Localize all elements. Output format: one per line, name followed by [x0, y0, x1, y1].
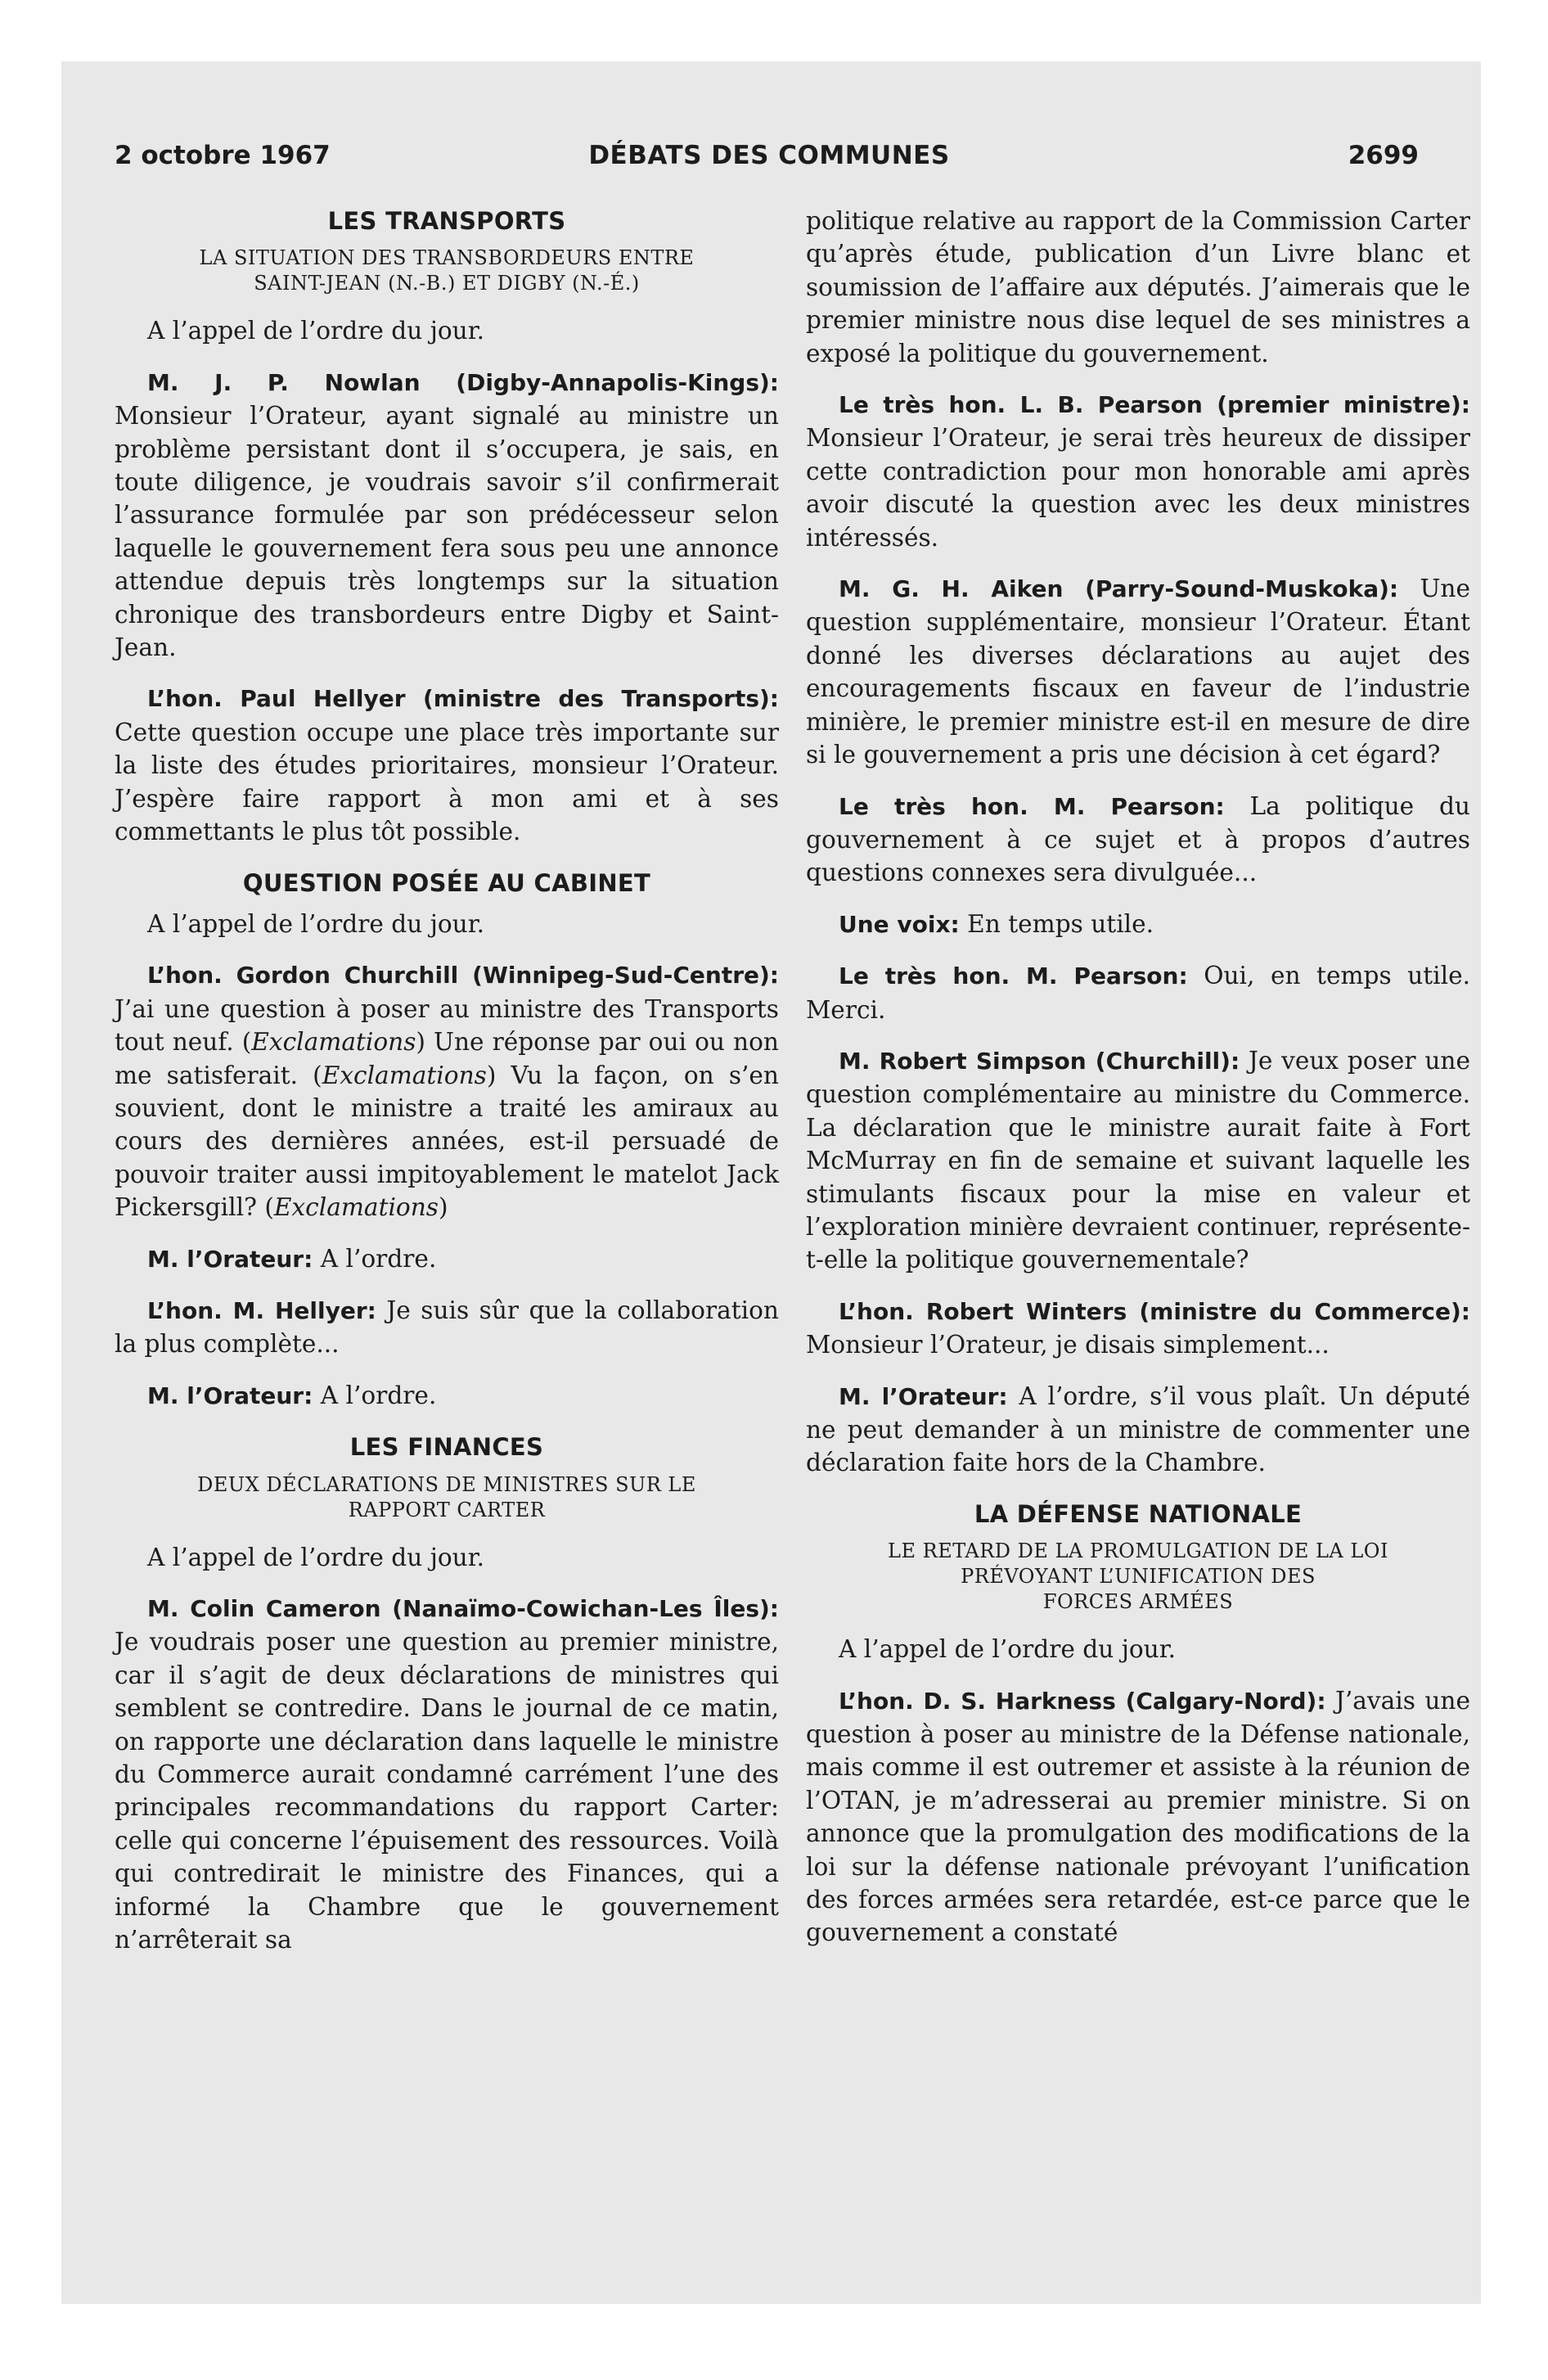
speech-text: Je veux poser une question complémentaire au ministre du Commerce. La déclaration que le ministre aurait faite à Fort McMurray en fin de semaine et suivant laquelle les stimulants fiscaux pour la mise en valeur et l’exploration minière devraient continuer, représente-t-elle la politique gouvernementale?	[806, 1046, 1470, 1274]
paragraph-aiken	[806, 572, 1470, 771]
paragraph-cameron	[115, 1592, 779, 1956]
paragraph-pearson-3	[806, 959, 1470, 1026]
speech-text: A l’ordre, s’il vous plaît. Un député ne peut demander à un ministre de commenter une déclaration faite hors de la Chambre.	[806, 1382, 1470, 1477]
order-of-day: A l’appel de l’ordre du jour.	[839, 1635, 1177, 1664]
speaker-name: L’hon. Robert Winters (ministre du Commerce):	[839, 1297, 1470, 1325]
speaker-name: L’hon. D. S. Harkness (Calgary-Nord):	[839, 1687, 1326, 1715]
speech-text: J’ai une question à poser au ministre des Transports tout neuf. (	[115, 994, 779, 1057]
paragraph-churchill	[115, 958, 779, 1224]
speaker-name: Le très hon. L. B. Pearson (premier ministre):	[839, 391, 1470, 419]
paragraph-hellyer	[115, 682, 779, 848]
speech-text: Monsieur l’Orateur, je serai très heureux de dissiper cette contradiction pour mon honorable ami après avoir discuté la question avec les deux ministres intéressés.	[806, 424, 1470, 552]
paragraph-simpson	[806, 1044, 1470, 1277]
speaker-name: M. l’Orateur:	[147, 1382, 313, 1409]
section-title-defense: LA DÉFENSE NATIONALE	[974, 1499, 1303, 1528]
subtitle-line-1: DEUX DÉCLARATIONS DE MINISTRES SUR LE	[197, 1472, 696, 1496]
header-title: DÉBATS DES COMMUNES	[588, 141, 950, 170]
right-column	[806, 205, 1470, 1968]
running-header	[115, 141, 1424, 182]
subtitle-line-1: LA SITUATION DES TRANSBORDEURS ENTRE	[199, 246, 695, 270]
exclamations-italic: Exclamations	[251, 1028, 416, 1057]
paragraph-nowlan	[115, 366, 779, 665]
speech-text: En temps utile.	[959, 909, 1154, 938]
paragraph-continuation: politique relative au rapport de la Commission Carter qu’après étude, publication d’un Livre blanc et soumission de l’affaire aux députés. J’aimerais que le premier ministre nous dise lequel de ses ministres a exposé la politique du gouvernement.	[806, 207, 1470, 367]
speaker-name: M. Colin Cameron (Nanaïmo-Cowichan-Les Îles):	[147, 1595, 779, 1622]
paragraph-pearson	[806, 388, 1470, 554]
paragraph-winters	[806, 1295, 1470, 1362]
subsection-title-transbordeurs	[115, 246, 779, 296]
speaker-name: M. Robert Simpson (Churchill):	[839, 1047, 1240, 1075]
paragraph-orateur-3	[806, 1380, 1470, 1480]
speech-text: Monsieur l’Orateur, ayant signalé au ministre un problème persistant dont il s’occupera, je sais, en toute diligence, je voudrais savoir s’il confirmerait l’assurance formulée par son prédécesseur selon laquelle le gouvernement fera sous peu une annonce attendue depuis très longtemps sur la situation chronique des transbordeurs entre Digby et Saint-Jean.	[115, 402, 779, 662]
paragraph-voix	[806, 908, 1470, 941]
speech-text: A l’ordre.	[313, 1244, 437, 1273]
paragraph-orateur	[115, 1242, 779, 1276]
section-title-transports: LES TRANSPORTS	[327, 207, 566, 235]
speech-text: ) Vu la façon, on s’en souvient, dont le ministre a traité les amiraux au cours des dernières années, est-il persuadé de pouvoir traiter aussi impitoyablement le matelot Jack Pickersgill? (	[115, 1061, 779, 1222]
speech-text: ) Une réponse par oui ou non me satisferait. (	[115, 1028, 779, 1089]
speaker-name: Le très hon. M. Pearson:	[839, 962, 1188, 990]
paragraph-hellyer-2	[115, 1294, 779, 1361]
paragraph-orateur-2	[115, 1379, 779, 1413]
speaker-name: L’hon. Paul Hellyer (ministre des Transports):	[147, 685, 779, 713]
speaker-name: M. J. P. Nowlan (Digby-Annapolis-Kings):	[147, 368, 779, 396]
left-column	[115, 205, 779, 1974]
speaker-name: Une voix:	[839, 910, 960, 938]
speech-text: Je voudrais poser une question au premier ministre, car il s’agit de deux déclarations de ministres qui semblent se contredire. Dans le journal de ce matin, on rapporte une déclaration dans laquelle le ministre du Commerce aurait condamné carrément l’une des principales recommandations du rapport Carter: celle qui concerne l’épuisement des ressources. Voilà qui contredirait le ministre des Finances, qui a informé la Chambre que le gouvernement n’arrêterait sa	[115, 1628, 779, 1954]
subtitle-line-2: SAINT-JEAN (N.-B.) ET DIGBY (N.-É.)	[254, 272, 640, 295]
speech-text: Je suis sûr que la collaboration la plus complète...	[115, 1296, 779, 1359]
speech-text: A l’ordre.	[313, 1381, 437, 1409]
subtitle-line-1: LE RETARD DE LA PROMULGATION DE LA LOI	[888, 1539, 1388, 1563]
order-of-day: A l’appel de l’ordre du jour.	[147, 317, 485, 345]
section-title-cabinet: QUESTION POSÉE AU CABINET	[242, 868, 651, 897]
subtitle-line-3: FORCES ARMÉES	[1042, 1590, 1234, 1614]
section-title-finances: LES FINANCES	[349, 1433, 544, 1462]
speaker-name: Le très hon. M. Pearson:	[839, 792, 1225, 820]
page-number: 2699	[1348, 141, 1419, 170]
speech-text: Cette question occupe une place très importante sur la liste des études prioritaires, monsieur l’Orateur. J’espère faire rapport à mon ami et à ses commettants le plus tôt possible.	[115, 718, 779, 846]
subsection-title-carter	[115, 1472, 779, 1523]
speech-text: )	[439, 1193, 448, 1222]
speaker-name: M. l’Orateur:	[839, 1382, 1008, 1410]
subsection-title-unification	[806, 1539, 1470, 1615]
order-of-day: A l’appel de l’ordre du jour.	[147, 909, 485, 938]
paragraph-pearson-2	[806, 790, 1470, 890]
speaker-name: M. G. H. Aiken (Parry-Sound-Muskoka):	[839, 575, 1399, 603]
speech-text: Une question supplémentaire, monsieur l’Orateur. Étant donné les diverses déclarations au aujet des encouragements fiscaux en faveur de l’industrie minière, le premier ministre est-il en mesure de dire si le gouvernement a pris une décision à cet égard?	[806, 575, 1470, 769]
header-date: 2 octobre 1967	[115, 141, 331, 170]
exclamations-italic: Exclamations	[322, 1061, 487, 1089]
speaker-name: M. l’Orateur:	[147, 1245, 313, 1273]
speech-text: J’avais une question à poser au ministre de la Défense nationale, mais comme il est outremer et assiste à la réunion de l’OTAN, je m’adresserai au premier ministre. Si on annonce que la promulgation des modifications de la loi sur la défense nationale prévoyant l’unification des forces armées sera retardée, est-ce parce que le gouvernement a constaté	[806, 1686, 1470, 1947]
speech-text: Oui, en temps utile. Merci.	[806, 962, 1470, 1024]
paragraph-harkness	[806, 1684, 1470, 1950]
exclamations-italic: Exclamations	[273, 1193, 439, 1222]
subtitle-line-2: PRÉVOYANT L’UNIFICATION DES	[961, 1565, 1316, 1589]
subtitle-line-2: RAPPORT CARTER	[348, 1498, 546, 1521]
speech-text: La politique du gouvernement à ce sujet et à propos d’autres questions connexes sera divulguée...	[806, 791, 1470, 887]
speaker-name: L’hon. Gordon Churchill (Winnipeg-Sud-Centre):	[147, 962, 779, 989]
speech-text: Monsieur l’Orateur, je disais simplement...	[806, 1331, 1330, 1359]
speaker-name: L’hon. M. Hellyer:	[147, 1296, 376, 1324]
order-of-day: A l’appel de l’ordre du jour.	[147, 1543, 485, 1571]
